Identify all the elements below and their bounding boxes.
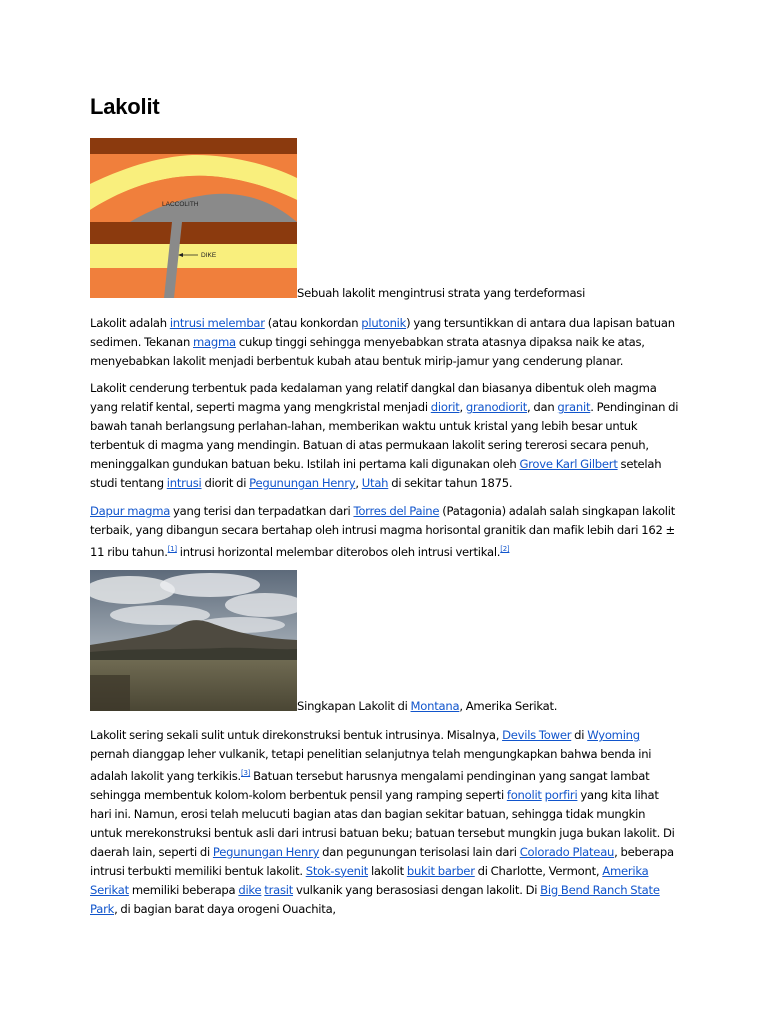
text: memiliki beberapa xyxy=(128,882,239,897)
link-diorit[interactable]: diorit xyxy=(430,400,460,414)
link-big-bend-ranch-state-park[interactable]: Big Bend Ranch State Park xyxy=(90,882,660,916)
link-porfiri[interactable]: porfiri xyxy=(544,787,578,802)
text: Lakolit cenderung terbentuk pada kedalaman yang relatif dangkal dan biasanya dibentuk oleh magma yang relatif kental, seperti magma yang mengkristal menjadi xyxy=(90,381,657,414)
link-granit[interactable]: granit xyxy=(557,400,591,414)
text: di Charlotte, Vermont, xyxy=(474,863,603,878)
montana-laccolith-photo xyxy=(90,570,297,711)
page-title: Lakolit xyxy=(90,94,160,119)
text: yang kita lihat hari ini. Namun, erosi telah melucuti bagian atas dan bagian sekitar batuan, sehingga tidak mungkin untuk merekonstruksi bentuk asli dari intrusi batuan beku; batuan tersebut mungkin juga bukan lakolit. Di daerah lain, seperti di xyxy=(90,787,675,859)
link-utah[interactable]: Utah xyxy=(361,476,389,490)
text: Singkapan Lakolit di xyxy=(297,699,411,713)
text: , di bagian barat daya orogeni Ouachita, xyxy=(114,901,336,916)
text: cukup tinggi sehingga menyebabkan strata atasnya dipaksa naik ke atas, menyebabkan lakolit menjadi berbentuk kubah atau bentuk mirip-jamur yang cenderung planar. xyxy=(90,335,645,368)
reference-1[interactable]: [1] xyxy=(167,545,177,553)
text: (atau konkordan xyxy=(264,316,362,330)
link-granodiorit[interactable]: granodiorit xyxy=(465,400,528,414)
text: Batuan tersebut harusnya mengalami pendinginan yang sangat lambat sehingga membentuk kolom-kolom berbentuk pensil yang ramping seperti xyxy=(90,768,650,802)
link-montana[interactable]: Montana xyxy=(410,699,460,713)
link-torres-del-paine[interactable]: Torres del Paine xyxy=(353,504,440,518)
paragraph-definition xyxy=(90,314,680,371)
link-wyoming[interactable]: Wyoming xyxy=(587,728,640,742)
laccolith-diagram xyxy=(90,138,297,298)
text: yang terisi dan terpadatkan dari xyxy=(170,504,354,518)
link-plutonik[interactable]: plutonik xyxy=(361,316,407,330)
link-pegunungan-henry-2[interactable]: Pegunungan Henry xyxy=(212,844,320,859)
text: . Pendinginan di bawah tanah berlangsung perlahan-lahan, memberikan waktu untuk kristal yang lebih besar untuk terbentuk di magma yang mendingin. Batuan di atas permukaan lakolit sering tererosi secara penuh, meninggalkan gundukan batuan beku. Istilah ini pertama kali digunakan oleh xyxy=(90,400,679,471)
link-intrusi-melembar[interactable]: intrusi melembar xyxy=(169,316,265,330)
link-dike[interactable]: dike xyxy=(238,882,262,897)
paragraph-reconstruction xyxy=(90,726,680,919)
text: (Patagonia) adalah salah singkapan lakolit terbaik, yang dibangun secara bertahap oleh intrusi magma horisontal granitik dan mafik lebih dari 162 ± 11 ribu tahun. xyxy=(90,504,676,559)
text: , beberapa intrusi terbukti memiliki bentuk lakolit. xyxy=(90,844,674,878)
text: lakolit xyxy=(368,863,407,878)
link-magma[interactable]: magma xyxy=(193,335,236,349)
link-grove-karl-gilbert[interactable]: Grove Karl Gilbert xyxy=(519,457,618,471)
text: vulkanik yang berasosiasi dengan lakolit. Di xyxy=(293,882,541,897)
text: Lakolit sering sekali sulit untuk direkonstruksi bentuk intrusinya. Misalnya, xyxy=(90,728,503,742)
laccolith-label: LACCOLITH xyxy=(162,201,199,208)
link-pegunungan-henry[interactable]: Pegunungan Henry xyxy=(249,476,356,490)
link-trasit[interactable]: trasit xyxy=(264,882,294,897)
dike-label: DIKE xyxy=(201,252,217,259)
text: , xyxy=(459,400,466,414)
link-bukit-barber[interactable]: bukit barber xyxy=(406,863,475,878)
text: setelah studi tentang xyxy=(90,457,662,490)
link-dapur-magma[interactable]: Dapur magma xyxy=(90,504,171,518)
link-fonolit[interactable]: fonolit xyxy=(506,787,542,802)
reference-2[interactable]: [2] xyxy=(500,545,510,553)
figure2-caption xyxy=(297,699,557,713)
text: di sekitar tahun 1875. xyxy=(388,476,513,490)
link-stok-syenit[interactable]: Stok-syenit xyxy=(305,863,369,878)
text: , xyxy=(355,476,362,490)
paragraph-formation xyxy=(90,379,680,493)
text: ) yang tersuntikkan di antara dua lapisan batuan sedimen. Tekanan xyxy=(90,316,675,349)
text: , Amerika Serikat. xyxy=(459,699,558,713)
text: , dan xyxy=(527,400,558,414)
text: di xyxy=(571,728,588,742)
paragraph-torres-del-paine xyxy=(90,502,680,562)
link-colorado-plateau[interactable]: Colorado Plateau xyxy=(519,844,615,859)
text: pernah dianggap leher vulkanik, tetapi penelitian selanjutnya telah mengungkapkan bahwa benda ini adalah lakolit yang terkikis. xyxy=(90,747,652,783)
text: dan pegunungan terisolasi lain dari xyxy=(319,844,520,859)
figure1-caption: Sebuah lakolit mengintrusi strata yang terdeformasi xyxy=(297,286,586,300)
text: Lakolit adalah xyxy=(90,316,170,330)
text: diorit di xyxy=(201,476,250,490)
text: intrusi horizontal melembar diterobos oleh intrusi vertikal. xyxy=(176,544,501,559)
link-intrusi[interactable]: intrusi xyxy=(166,476,202,490)
link-devils-tower[interactable]: Devils Tower xyxy=(502,728,572,742)
link-amerika-serikat[interactable]: Amerika Serikat xyxy=(90,863,649,897)
reference-3[interactable]: [3] xyxy=(240,769,251,777)
